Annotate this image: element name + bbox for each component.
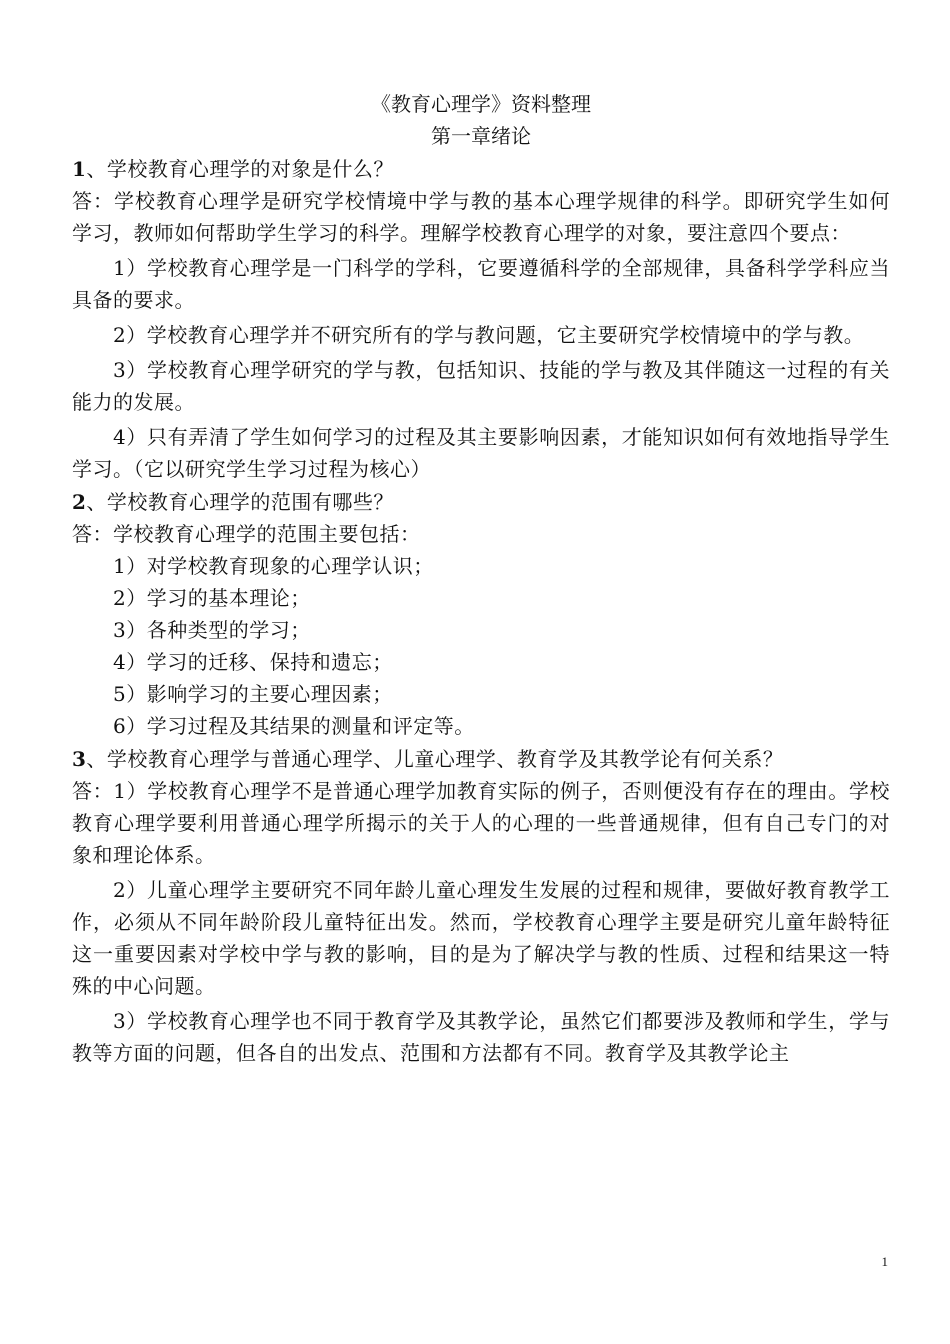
answer-1-point-3: 3）学校教育心理学研究的学与教，包括知识、技能的学与教及其伴随这一过程的有关能力的发展。 [72,358,890,414]
question-2-text: 、学校教育心理学的范围有哪些？ [86,490,394,514]
answer-3-point-3: 3）学校教育心理学也不同于教育学及其教学论，虽然它们都要涉及教师和学生，学与教等方面的问题，但各自的出发点、范围和方法都有不同。教育学及其教学论主 [72,1009,890,1065]
document-title: 《教育心理学》资料整理 [371,92,591,116]
answer-1-point-4: 4）只有弄清了学生如何学习的过程及其主要影响因素，才能知识如何有效地指导学生学习。（它以研究学生学习过程为核心） [72,425,890,481]
answer-2-point-6: 6）学习过程及其结果的测量和评定等。 [113,714,475,738]
answer-2-point-4: 4）学习的迁移、保持和遗忘； [113,650,393,674]
question-3-number: 3 [72,747,87,771]
answer-1-point-2: 2）学校教育心理学并不研究所有的学与教问题，它主要研究学校情境中的学与教。 [113,323,865,347]
question-1-text: 、学校教育心理学的对象是什么？ [86,157,394,181]
answer-1-point-1: 1）学校教育心理学是一门科学的学科，它要遵循科学的全部规律，具备科学学科应当具备的要求。 [72,256,890,312]
question-1 [72,153,890,185]
document-body [72,88,890,1069]
answer-2: 答：学校教育心理学的范围主要包括： [72,522,421,546]
page-number: 1 [881,1254,888,1269]
answer-1: 答：学校教育心理学是研究学校情境中学与教的基本心理学规律的科学。即研究学生如何学习，教师如何帮助学生学习的科学。理解学校教育心理学的对象，要注意四个要点： [72,189,890,245]
answer-3: 答：1）学校教育心理学不是普通心理学加教育实际的例子，否则便没有存在的理由。学校教育心理学要利用普通心理学所揭示的关于人的心理的一些普通规律，但有自己专门的对象和理论体系。 [72,779,890,867]
answer-2-point-5: 5）影响学习的主要心理因素； [113,682,393,706]
answer-2-point-1: 1）对学校教育现象的心理学认识； [113,554,434,578]
answer-2-point-3: 3）各种类型的学习； [113,618,311,642]
answer-3-point-2: 2）儿童心理学主要研究不同年龄儿童心理发生发展的过程和规律，要做好教育教学工作，必须从不同年龄阶段儿童特征出发。然而，学校教育心理学主要是研究儿童年龄特征这一重要因素对学校中学与教的影响，目的是为了解决学与教的性质、过程和结果这一特殊的中心问题。 [72,878,890,998]
question-3 [72,743,890,775]
answer-2-point-2: 2）学习的基本理论； [113,586,311,610]
question-2 [72,486,890,518]
question-2-number: 2 [72,490,87,514]
question-1-number: 1 [72,157,87,181]
chapter-heading: 第一章绪论 [431,124,531,148]
question-3-text: 、学校教育心理学与普通心理学、儿童心理学、教育学及其教学论有何关系？ [86,747,784,771]
